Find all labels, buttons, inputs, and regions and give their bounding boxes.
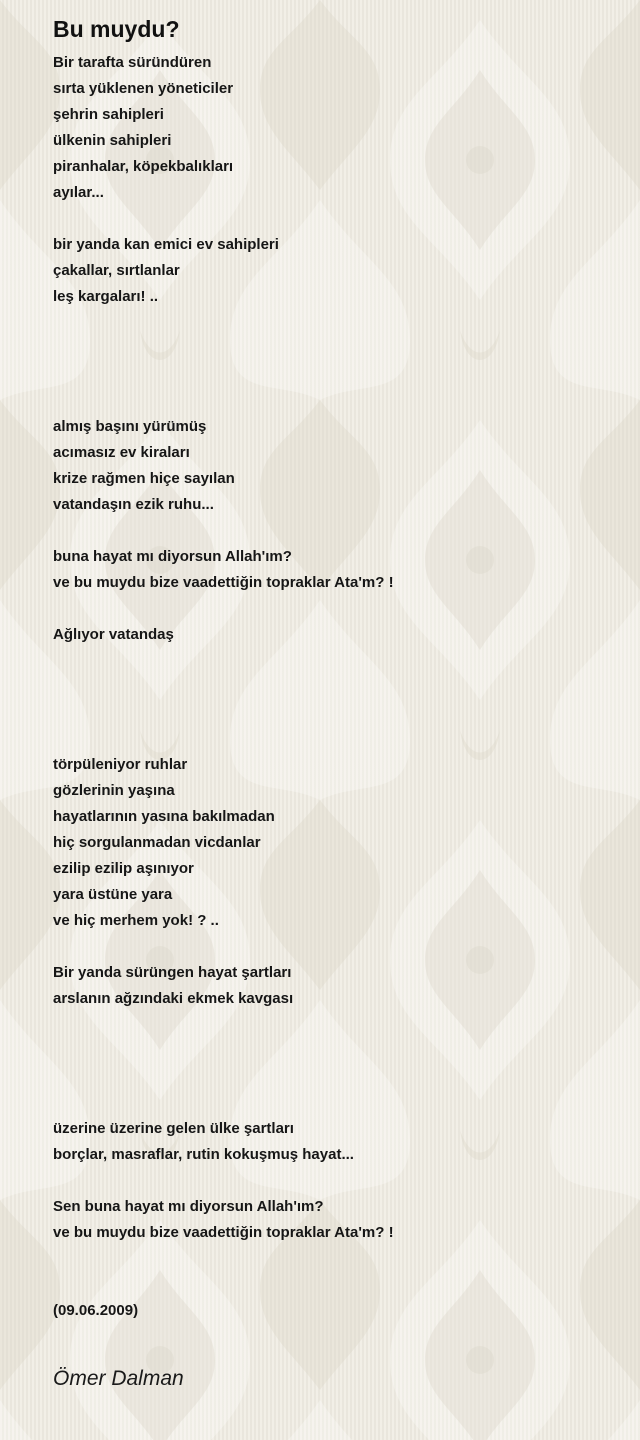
- poem-line: üzerine üzerine gelen ülke şartları: [53, 1120, 294, 1137]
- poem-line: şehrin sahipleri: [53, 106, 164, 123]
- poem-line: ezilip ezilip aşınıyor: [53, 860, 194, 877]
- poem-line: arslanın ağzındaki ekmek kavgası: [53, 990, 294, 1007]
- poem-line: piranhalar, köpekbalıkları: [53, 158, 234, 175]
- stanza-gap: [53, 1246, 613, 1272]
- poem-line: ve bu muydu bize vaadettiğin topraklar Ata'm? !: [53, 1224, 394, 1241]
- poem-line: almış başını yürümüş: [53, 418, 207, 435]
- poem-line: hiç sorgulanmadan vicdanlar: [53, 834, 261, 851]
- poem-line: Ağlıyor vatandaş: [53, 626, 174, 643]
- stanza-gap: [53, 1012, 613, 1116]
- poem-line: ve hiç merhem yok! ? ..: [53, 912, 219, 929]
- stanza-gap: [53, 518, 613, 544]
- stanza-gap: [53, 596, 613, 622]
- poem-line: vatandaşın ezik ruhu...: [53, 496, 214, 513]
- poem-line: krize rağmen hiçe sayılan: [53, 470, 235, 487]
- poem-line: Bir tarafta süründüren: [53, 54, 212, 71]
- poem-line: törpüleniyor ruhlar: [53, 756, 188, 773]
- poem-line: borçlar, masraflar, rutin kokuşmuş hayat...: [53, 1146, 354, 1163]
- stanza-gap: [53, 1168, 613, 1194]
- poem-line: ayılar...: [53, 184, 104, 201]
- poem-line: çakallar, sırtlanlar: [53, 262, 180, 279]
- poem-line: buna hayat mı diyorsun Allah'ım?: [53, 548, 292, 565]
- poem-line: leş kargaları! ..: [53, 288, 159, 305]
- poem-line: acımasız ev kiraları: [53, 444, 190, 461]
- poem-line: bir yanda kan emici ev sahipleri: [53, 236, 279, 253]
- poem-body: [53, 50, 613, 1324]
- poem-line: Bir yanda sürüngen hayat şartları: [53, 964, 292, 981]
- stanza-gap: [53, 934, 613, 960]
- poem-author: Ömer Dalman: [53, 1367, 184, 1390]
- poem-line: ve bu muydu bize vaadettiğin topraklar Ata'm? !: [53, 574, 394, 591]
- stanza-gap: [53, 310, 613, 414]
- stanza-gap: [53, 1272, 613, 1298]
- poem-line: hayatlarının yasına bakılmadan: [53, 808, 275, 825]
- poem-line: Sen buna hayat mı diyorsun Allah'ım?: [53, 1198, 324, 1215]
- poem-line: yara üstüne yara: [53, 886, 173, 903]
- stanza-gap: [53, 648, 613, 752]
- poem-line: gözlerinin yaşına: [53, 782, 175, 799]
- stanza-gap: [53, 206, 613, 232]
- poem-line: ülkenin sahipleri: [53, 132, 172, 149]
- poem-title: Bu muydu?: [53, 16, 180, 42]
- poem-line: sırta yüklenen yöneticiler: [53, 80, 234, 97]
- poem-date: (09.06.2009): [53, 1302, 139, 1319]
